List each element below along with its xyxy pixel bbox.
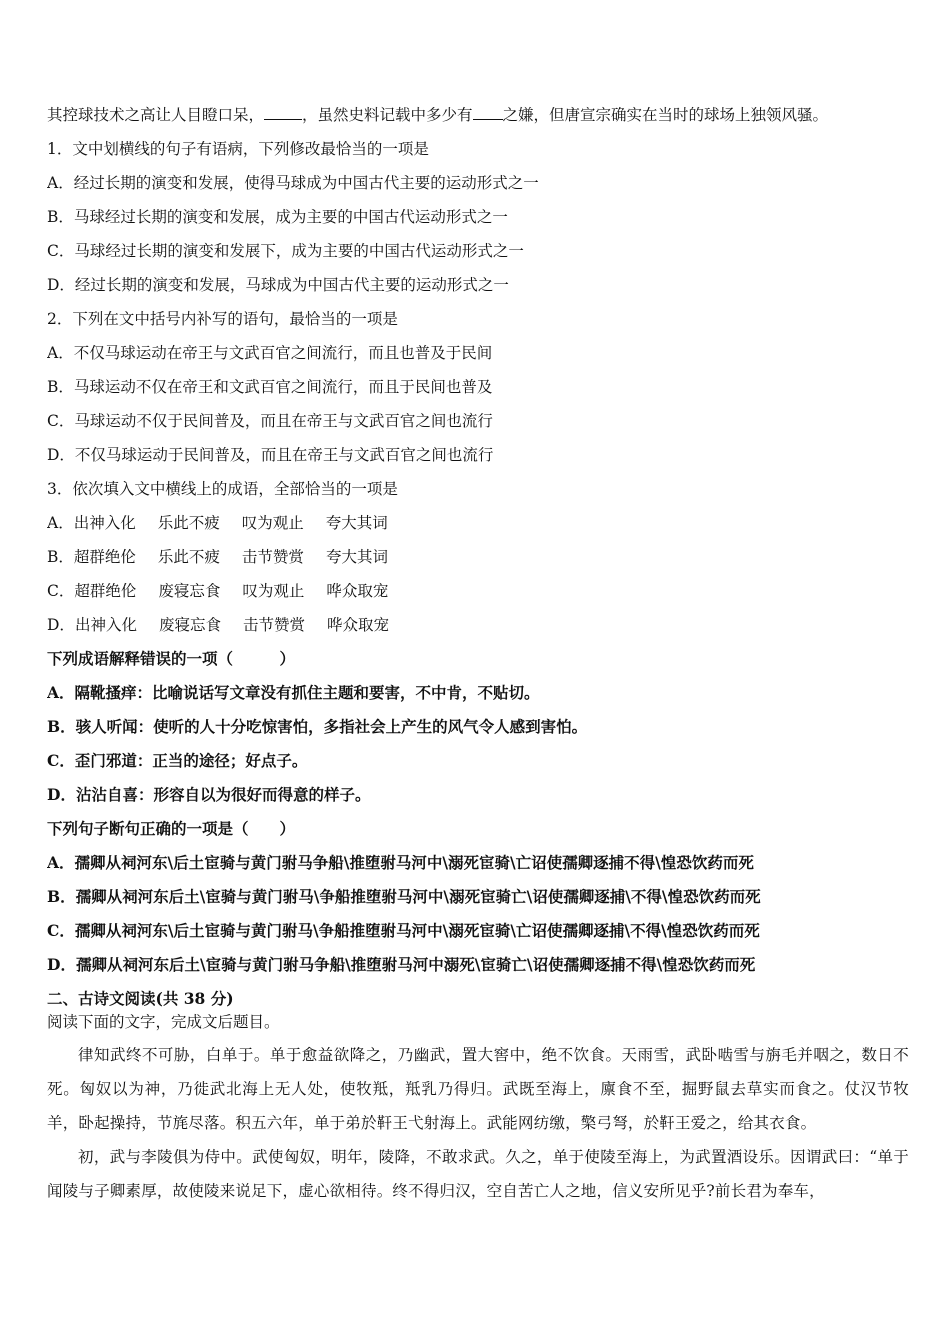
question-2-option-d: D．不仅马球运动于民间普及，而且在帝王与文武百官之间也流行 [47, 446, 494, 464]
question-1-option-d: D．经过长期的演变和发展，马球成为中国古代主要的运动形式之一 [47, 276, 509, 294]
option-letter: D． [47, 616, 75, 634]
option-letter: A． [47, 514, 74, 532]
idiom: 击节赞赏 [242, 616, 305, 634]
intro-part-1: 其控球技术之高让人目瞪口呆， [47, 106, 265, 124]
question-2-option-c: C．马球运动不仅于民间普及，而且在帝王与文武百官之间也流行 [47, 412, 493, 430]
question-1-option-b: B．马球经过长期的演变和发展，成为主要的中国古代运动形式之一 [47, 208, 508, 226]
idiom: 哗众取宠 [326, 582, 389, 600]
question-1-option-c: C．马球经过长期的演变和发展下，成为主要的中国古代运动形式之一 [47, 242, 524, 260]
question-5-option-b: B．孺卿从祠河东后土\宦骑与黄门驸马\争船推堕驸马河中\溺死宦骑亡\诏使孺卿逐捕\不得\惶恐饮药而死 [47, 887, 761, 906]
idiom: 超群绝伦 [73, 548, 136, 566]
question-4-stem: 下列成语解释错误的一项（ ） [47, 649, 296, 668]
intro-sentence [47, 98, 909, 132]
idiom: 叹为观止 [241, 514, 304, 532]
question-5-stem: 下列句子断句正确的一项是（ ） [47, 819, 296, 838]
question-3-option-c [47, 574, 909, 608]
idiom: 击节赞赏 [241, 548, 304, 566]
idiom: 出神入化 [74, 616, 137, 634]
question-4-option-d: D．沾沾自喜：形容自以为很好而得意的样子。 [47, 785, 371, 804]
question-2-stem: 2．下列在文中括号内补写的语句，最恰当的一项是 [47, 310, 398, 328]
question-5-option-c: C．孺卿从祠河东\后土宦骑与黄门驸马\争船推堕驸马河中\溺死宦骑\亡诏使孺卿逐捕\不得\惶恐饮药而死 [47, 921, 760, 940]
question-2-option-b: B．马球运动不仅在帝王和文武百官之间流行，而且于民间也普及 [47, 378, 493, 396]
idiom: 废寝忘食 [158, 616, 221, 634]
intro-part-3: 之嫌，但唐宣宗确实在当时的球场上独领风骚。 [502, 106, 829, 124]
fill-blank-2 [473, 103, 503, 120]
question-2-option-a: A．不仅马球运动在帝王与文武百官之间流行，而且也普及于民间 [47, 344, 493, 362]
question-3-option-a [47, 506, 909, 540]
idiom: 叹为观止 [242, 582, 305, 600]
idiom: 夸大其词 [325, 514, 388, 532]
idiom: 哗众取宠 [326, 616, 389, 634]
section-2-heading: 二、古诗文阅读(共 38 分) [47, 989, 234, 1008]
document-page [47, 98, 909, 1208]
section-2-instruction: 阅读下面的文字，完成文后题目。 [47, 1013, 280, 1031]
question-3-stem: 3．依次填入文中横线上的成语，全部恰当的一项是 [47, 480, 398, 498]
idiom: 乐此不疲 [157, 548, 220, 566]
question-3-option-b [47, 540, 909, 574]
passage-paragraph-1: 律知武终不可胁，白单于。单于愈益欲降之，乃幽武，置大窖中，绝不饮食。天雨雪，武卧啮雪与旃毛并咽之，数日不死。匈奴以为神，乃徙武北海上无人处，使牧羝，羝乳乃得归。武既至海上，廪食不至，掘野鼠去草实而食之。仗汉节牧羊，卧起操持，节旄尽落。积五六年，单于弟於靬王弋射海上。武能网纺缴，檠弓弩，於靬王爱之，给其衣食。 [47, 1046, 909, 1132]
question-1-option-a: A．经过长期的演变和发展，使得马球成为中国古代主要的运动形式之一 [47, 174, 539, 192]
idiom: 超群绝伦 [74, 582, 137, 600]
idiom: 出神入化 [73, 514, 136, 532]
passage-paragraph-2: 初，武与李陵俱为侍中。武使匈奴，明年，陵降，不敢求武。久之，单于使陵至海上，为武置酒设乐。因谓武曰：“单于闻陵与子卿素厚，故使陵来说足下，虚心欲相待。终不得归汉，空自苦亡人之地，信义安所见乎?前长君为奉车， [47, 1148, 909, 1200]
intro-part-2: ，虽然史料记载中多少有 [302, 106, 473, 124]
idiom: 夸大其词 [325, 548, 388, 566]
question-3-option-d [47, 608, 909, 642]
idiom: 废寝忘食 [158, 582, 221, 600]
option-letter: B． [47, 548, 74, 566]
question-4-option-b: B．骇人听闻：使听的人十分吃惊害怕，多指社会上产生的风气令人感到害怕。 [47, 717, 588, 736]
question-4-option-a: A．隔靴搔痒：比喻说话写文章没有抓住主题和要害，不中肯，不贴切。 [47, 683, 540, 702]
idiom: 乐此不疲 [157, 514, 220, 532]
option-letter: C． [47, 582, 75, 600]
question-5-option-d: D．孺卿从祠河东后土\宦骑与黄门驸马争船\推堕驸马河中溺死\宦骑亡\诏使孺卿逐捕不得\惶恐饮药而死 [47, 955, 756, 974]
question-5-option-a: A．孺卿从祠河东\后土宦骑与黄门驸马争船\推堕驸马河中\溺死宦骑\亡诏使孺卿逐捕不得\惶恐饮药而死 [47, 853, 754, 872]
question-4-option-c: C．歪门邪道：正当的途径；好点子。 [47, 751, 308, 770]
fill-blank-1 [264, 103, 302, 120]
question-1-stem: 1．文中划横线的句子有语病，下列修改最恰当的一项是 [47, 140, 429, 158]
